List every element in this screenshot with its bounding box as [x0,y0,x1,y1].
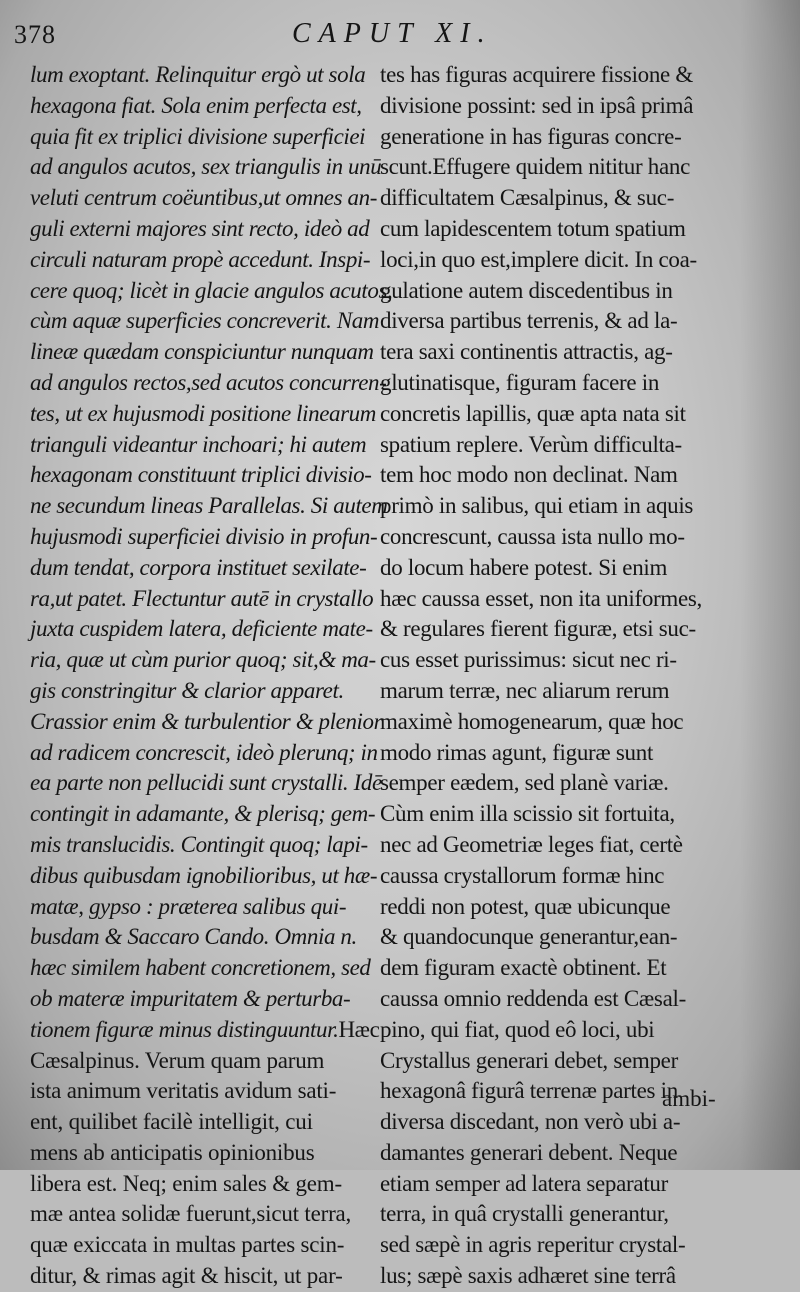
right-column-line: tera saxi continentis attractis, ag- [380,339,673,365]
left-column-line: ditur, & rimas agit & hiscit, ut par- [30,1263,343,1289]
left-column-line: mens ab anticipatis opinionibus [30,1139,315,1165]
left-column-line: dum tendat, corpora instituet sexilate- [30,554,367,580]
right-column-line: primò in salibus, qui etiam in aquis [380,493,694,519]
right-column-line: Cùm enim illa scissio sit fortuita, [380,801,675,827]
left-column-line: ra,ut patet. Flectuntur autē in crystallo [30,585,374,611]
right-column-line: concretis lapillis, quæ apta nata sit [380,400,686,426]
right-column-line: gulatione autem discedentibus in [380,277,673,303]
right-column-line: & quandocunque generantur,ean- [380,924,678,950]
right-column-line: cum lapidescentem totum spatium [380,215,686,241]
left-column-line: quæ exiccata in multas partes scin- [30,1232,345,1258]
right-column-line: do locum habere potest. Si enim [380,554,668,580]
left-column-line: ria, quæ ut cùm purior quoq; sit,& ma- [30,647,376,673]
left-column-line: ea parte non pellucidi sunt crystalli. Idē [30,770,382,796]
left-column-line: matæ, gypso : præterea salibus qui- [30,893,347,919]
right-column-line: pino, qui fiat, quod eô loci, ubi [380,1016,655,1042]
right-column-line: glutinatisque, figuram facere in [380,369,660,395]
left-column-line: ob materæ impuritatem & perturba- [30,985,351,1011]
left-column-line: trianguli videantur inchoari; hi autem [30,431,367,457]
right-column-line: cus esset purissimus: sicut nec ri- [380,647,677,673]
right-column-line: & regulares fierent figuræ, etsi suc- [380,616,696,642]
left-column-line: ad angulos acutos, sex triangulis in unū [30,154,382,180]
right-column-line: marum terræ, nec aliarum rerum [380,677,670,703]
right-column-line: tes has figuras acquirere fissione & [380,62,694,87]
left-column-line: ista animum veritatis avidum sati- [30,1078,337,1104]
page-header [0,14,800,54]
right-column-line: lus; sæpè saxis adhæret sine terrâ [380,1263,676,1289]
left-column-line: hexagonam constituunt triplici divisio- [30,462,372,488]
left-column-line: contingit in adamante, & plerisq; gem- [30,801,376,827]
right-column-line: loci,in quo est,implere dicit. In coa- [380,246,697,272]
right-column-line: semper eædem, sed planè variæ. [380,770,669,796]
left-text-column [30,60,393,1292]
left-column-line: ad angulos rectos,sed acutos concurren- [30,369,387,395]
right-column-line: reddi non potest, quæ ubicunque [380,893,671,919]
running-head: CAPUT XI. [292,18,493,49]
right-column-line: modo rimas agunt, figuræ sunt [380,739,654,765]
left-column-line: ne secundum lineas Parallelas. Si autem [30,493,388,519]
left-column-line: hæc similem habent concretionem, sed [30,955,371,981]
right-column-line: difficultatem Cæsalpinus, & suc- [380,185,675,211]
right-column-line: terra, in quâ crystalli generantur, [380,1201,669,1227]
left-column-line: tionem figuræ minus distinguuntur.Hæc [30,1016,380,1042]
left-column-line: mis translucidis. Contingit quoq; lapi- [30,831,368,857]
right-column-line: concrescunt, caussa ista nullo mo- [380,523,685,549]
left-column-line: juxta cuspidem latera, deficiente mate- [30,616,373,642]
left-column-line: gis constringitur & clarior apparet. [30,677,344,703]
right-column-line: caussa omnio reddenda est Cæsal- [380,985,686,1011]
right-column-line: maximè homogenearum, quæ hoc [380,708,684,734]
right-column-line: hæc caussa esset, non ita uniformes, [380,585,702,611]
left-column-line: hujusmodi superficiei divisio in profun- [30,523,378,549]
catchword: ambi- [662,1086,716,1111]
right-column-line: tem hoc modo non declinat. Nam [380,462,678,488]
roman-word: Hæc [338,1016,380,1042]
right-column-line: sed sæpè in agris reperitur crystal- [380,1232,686,1258]
left-column-line: libera est. Neq; enim sales & gem- [30,1170,342,1196]
left-column-line: cere quoq; licèt in glacie angulos acutos, [30,277,393,303]
right-column-line: Crystallus generari debet, semper [380,1047,678,1073]
right-column-line: spatium replere. Verùm difficulta- [380,431,682,457]
left-column-line: mæ antea solidæ fuerunt,sicut terra, [30,1201,352,1227]
left-column-line: Cæsalpinus. Verum quam parum [30,1047,325,1073]
right-column-line: hexagonâ figurâ terrenæ partes in [380,1078,678,1104]
left-column-line: dibus quibusdam ignobilioribus, ut hæ- [30,862,378,888]
right-column-line: nec ad Geometriæ leges fiat, certè [380,831,683,857]
page-number: 378 [14,20,56,49]
left-column-line: hexagona fiat. Sola enim perfecta est, [30,92,362,118]
left-column-line: quia fit ex triplici divisione superficiei [30,123,366,149]
right-column-line: dem figuram exactè obtinent. Et [380,955,667,981]
left-column-line: ad radicem concrescit, ideò plerunq; in [30,739,378,765]
left-column-line: veluti centrum coëuntibus,ut omnes an- [30,185,377,211]
right-column-line: etiam semper ad latera separatur [380,1170,668,1196]
left-column-line: ent, quilibet facilè intelligit, cui [30,1109,313,1135]
left-column-line: lum exoptant. Relinquitur ergò ut sola [30,62,366,87]
right-column-line: caussa crystallorum formæ hinc [380,862,665,888]
right-column-line: generatione in has figuras concre- [380,123,682,149]
left-column-line: cùm aquæ superficies concreverit. Nam [30,308,380,334]
left-column-line: tes, ut ex hujusmodi positione linearum [30,400,376,426]
left-column-line: lineæ quædam conspiciuntur nunquam [30,339,374,365]
left-column-line: Crassior enim & turbulentior & plenior [30,708,383,734]
right-column-line: damantes generari debent. Neque [380,1139,678,1165]
right-column-line: diversa discedant, non verò ubi a- [380,1109,681,1135]
right-column-line: scunt.Effugere quidem nititur hanc [380,154,691,180]
left-column-line: circuli naturam propè accedunt. Inspi- [30,246,371,272]
right-column-line: diversa partibus terrenis, & ad la- [380,308,678,334]
right-column-line: divisione possint: sed in ipsâ primâ [380,92,694,118]
left-column-line: guli externi majores sint recto, ideò ad [30,215,370,241]
page-edge-shadow [740,0,800,1170]
left-column-line: busdam & Saccaro Cando. Omnia n. [30,924,357,950]
